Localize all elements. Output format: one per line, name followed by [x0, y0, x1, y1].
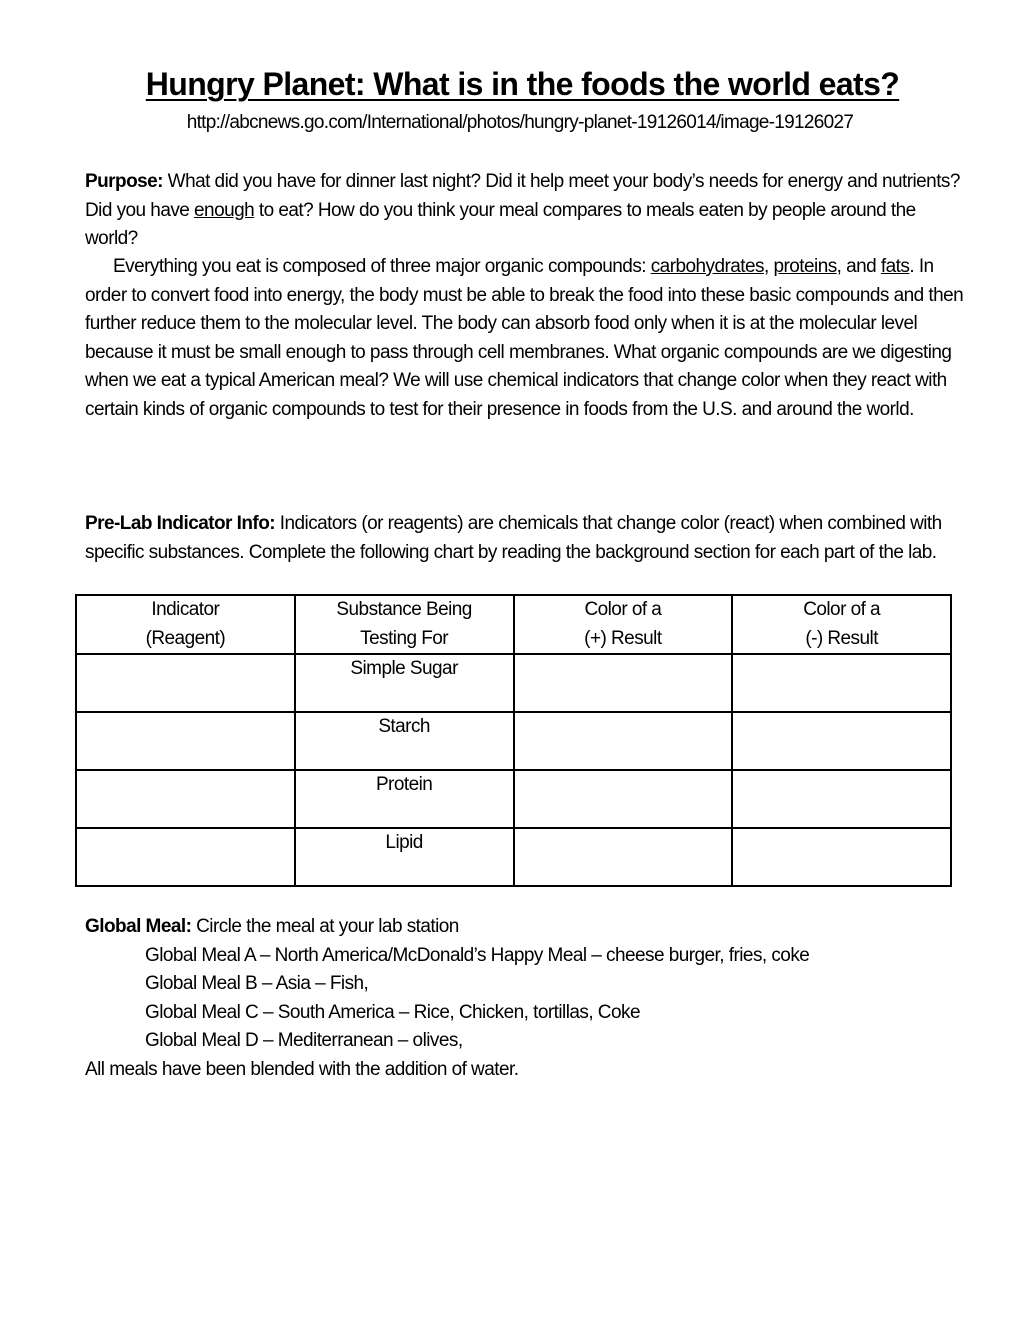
indicator-cell[interactable] — [76, 712, 295, 770]
purpose-text-1: What did you have for dinner last night? Did it help meet your body’s needs for energy and nutrients? Did you have — [85, 171, 960, 221]
table-row — [76, 712, 951, 770]
header-negative-color — [732, 595, 951, 654]
header-line: (+) Result — [584, 627, 662, 649]
global-meal-label: Global Meal: — [85, 916, 192, 937]
table-row — [76, 654, 951, 712]
substance-cell: Simple Sugar — [295, 654, 514, 712]
purpose-underlined-word: enough — [194, 199, 255, 221]
substance-cell: Starch — [295, 712, 514, 770]
separator: , — [764, 256, 774, 277]
negative-color-cell[interactable] — [732, 712, 951, 770]
header-line: Color of a — [803, 599, 881, 620]
negative-color-cell[interactable] — [732, 828, 951, 886]
positive-color-cell[interactable] — [514, 712, 733, 770]
positive-color-cell[interactable] — [514, 770, 733, 828]
prelab-text: Indicators (or reagents) are chemicals that change color (react) when combined with specific substances. Complete the following chart by reading the background section for each part of the lab. — [85, 513, 942, 563]
indicator-cell[interactable] — [76, 770, 295, 828]
header-line: Substance Being — [336, 599, 472, 620]
global-meal-section — [85, 913, 985, 1085]
separator: , and — [836, 256, 881, 277]
indicator-cell[interactable] — [76, 654, 295, 712]
body-text-2: . In order to convert food into energy, the body must be able to break the food into these basic compounds and then further reduce them to the molecular level. The body can absorb food only when it is at the molecular level because it must be small enough to pass through cell membranes. What organic compounds are we digesting when we eat a typical American meal? We will use chemical indicators that change color when they react with certain kinds of organic compounds to test for their presence in foods from the U.S. and around the world. — [85, 256, 964, 420]
meal-option-b[interactable]: Global Meal B – Asia – Fish, — [145, 973, 369, 995]
purpose-text-2: to eat? How do you think your meal compares to meals eaten by people around the world? — [85, 199, 916, 249]
substance-cell: Protein — [295, 770, 514, 828]
global-meal-heading — [85, 913, 985, 942]
purpose-paragraph — [85, 168, 965, 254]
substance-cell: Lipid — [295, 828, 514, 886]
table-row — [76, 828, 951, 886]
term-fats: fats — [880, 256, 910, 277]
header-positive-color — [514, 595, 733, 654]
positive-color-cell[interactable] — [514, 654, 733, 712]
header-line: Indicator — [151, 599, 220, 620]
purpose-label: Purpose: — [85, 171, 163, 192]
header-substance — [295, 595, 514, 654]
negative-color-cell[interactable] — [732, 770, 951, 828]
header-line: Testing For — [360, 627, 449, 649]
indicator-table — [75, 594, 952, 887]
page-title: Hungry Planet: What is in the foods the world eats? — [145, 66, 900, 102]
prelab-label: Pre-Lab Indicator Info: — [85, 513, 276, 534]
prelab-paragraph — [85, 510, 965, 567]
compounds-paragraph — [85, 253, 965, 424]
table-header-row — [76, 595, 951, 654]
meal-option-a[interactable]: Global Meal A – North America/McDonald’s Happy Meal – cheese burger, fries, coke — [145, 944, 810, 966]
header-line: Color of a — [584, 599, 662, 620]
indicator-cell[interactable] — [76, 828, 295, 886]
meal-note: All meals have been blended with the addition of water. — [85, 1058, 519, 1080]
term-carbohydrates: carbohydrates — [650, 256, 764, 277]
meal-option-d[interactable]: Global Meal D – Mediterranean – olives, — [145, 1030, 463, 1052]
source-url[interactable]: http://abcnews.go.com/International/photos/hungry-planet-19126014/image-19126027 — [186, 112, 854, 133]
body-text-1: Everything you eat is composed of three major organic compounds: — [113, 256, 651, 277]
header-line: (-) Result — [805, 627, 878, 649]
header-indicator — [76, 595, 295, 654]
meal-option-c[interactable]: Global Meal C – South America – Rice, Chicken, tortillas, Coke — [145, 1001, 640, 1023]
term-proteins: proteins — [773, 256, 837, 277]
negative-color-cell[interactable] — [732, 654, 951, 712]
positive-color-cell[interactable] — [514, 828, 733, 886]
header-line: (Reagent) — [145, 627, 226, 649]
table-row — [76, 770, 951, 828]
global-meal-instruction: Circle the meal at your lab station — [191, 916, 459, 937]
